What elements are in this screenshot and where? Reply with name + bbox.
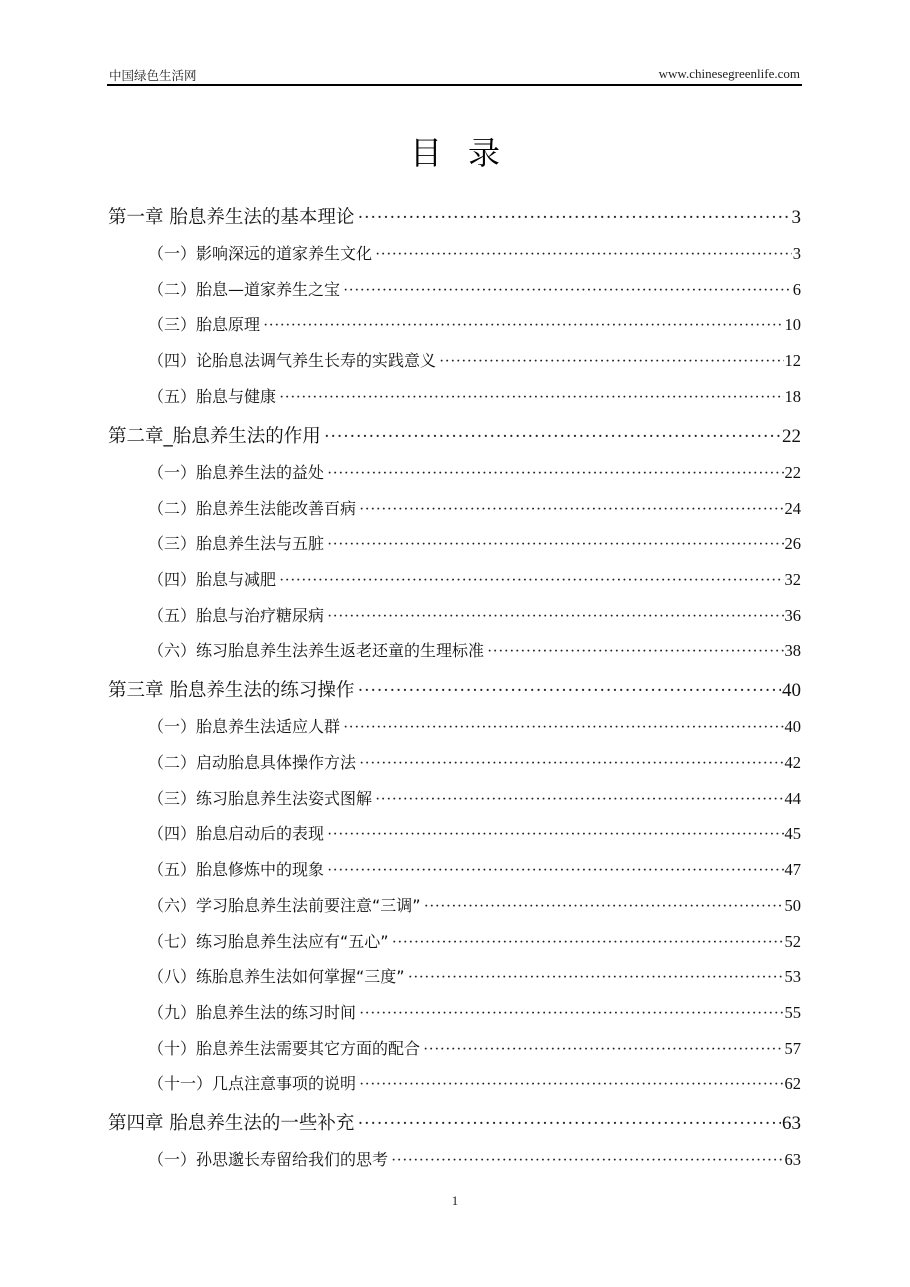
toc-dot-leader: [343, 719, 783, 737]
toc-entry-label: （五）胎息与健康: [148, 386, 277, 406]
toc-chapter-entry[interactable]: [108, 1109, 801, 1135]
toc-section-entry[interactable]: [148, 1147, 801, 1170]
toc-section-entry[interactable]: [148, 496, 801, 519]
toc-section-entry[interactable]: [148, 603, 801, 626]
toc-dot-leader: [279, 389, 783, 407]
toc-entry-page: 24: [784, 498, 801, 518]
toc-dot-leader: [327, 465, 783, 483]
header-site-name: 中国绿色生活网: [109, 68, 197, 83]
toc-entry-page: 22: [784, 462, 801, 482]
toc-entry-label: （二）启动胎息具体操作方法: [148, 753, 357, 772]
toc-dot-leader: [359, 755, 783, 773]
toc-entry-page: 50: [784, 895, 801, 915]
toc-entry-page: 6: [792, 279, 801, 299]
toc-dot-leader: [408, 969, 784, 987]
toc-entry-label: （四）胎息启动后的表现: [148, 824, 325, 844]
toc-entry-label: （六）学习胎息养生法前要注意“三调”: [148, 895, 421, 915]
toc-entry-label: （十）胎息养生法需要其它方面的配合: [148, 1038, 421, 1058]
toc-section-entry[interactable]: [148, 929, 801, 952]
toc-entry-page: 12: [784, 351, 801, 371]
toc-dot-leader: [357, 1114, 781, 1135]
toc-section-entry[interactable]: [148, 821, 801, 844]
toc-section-entry[interactable]: [148, 750, 801, 773]
toc-entry-page: 53: [784, 967, 801, 987]
toc-section-entry[interactable]: [148, 1071, 801, 1094]
toc-section-entry[interactable]: [148, 348, 801, 371]
toc-entry-label: （八）练胎息养生法如何掌握“三度”: [148, 967, 405, 987]
toc-dot-leader: [359, 1005, 783, 1023]
toc-entry-page: 57: [784, 1038, 801, 1058]
toc-dot-leader: [327, 608, 783, 626]
toc-dot-leader: [357, 208, 790, 229]
toc-section-entry[interactable]: [148, 893, 801, 916]
toc-entry-label: 第三章 胎息养生法的练习操作: [108, 680, 355, 702]
toc-entry-page: 42: [784, 753, 801, 772]
toc-entry-page: 10: [784, 315, 801, 335]
toc-dot-leader: [423, 1041, 783, 1059]
toc-entry-page: 38: [784, 641, 801, 661]
toc-entry-label: （六）练习胎息养生法养生返老还童的生理标准: [148, 641, 485, 661]
toc-dot-leader: [343, 282, 792, 300]
toc-entry-label: （二）胎息养生法能改善百病: [148, 498, 357, 518]
toc-dot-leader: [324, 427, 781, 448]
toc-section-entry[interactable]: [148, 714, 801, 737]
toc-entry-page: 63: [782, 1113, 801, 1135]
toc-dot-leader: [375, 246, 792, 264]
toc-entry-label: （三）练习胎息养生法姿式图解: [148, 788, 373, 808]
toc-dot-leader: [327, 826, 783, 844]
toc-chapter-entry[interactable]: [108, 203, 801, 229]
toc-entry-label: （五）胎息与治疗糖尿病: [148, 605, 325, 625]
toc-dot-leader: [263, 317, 783, 335]
toc-entry-page: 62: [784, 1074, 801, 1094]
toc-entry-label: （一）胎息养生法适应人群: [148, 717, 341, 737]
toc-entry-label: 第二章_胎息养生法的作用: [108, 425, 321, 447]
toc-entry-label: （三）胎息养生法与五脏: [148, 534, 325, 554]
toc-dot-leader: [487, 643, 783, 661]
toc-dot-leader: [359, 1076, 783, 1094]
toc-dot-leader: [391, 1152, 783, 1170]
toc-entry-label: （一）胎息养生法的益处: [148, 462, 325, 482]
toc-section-entry[interactable]: [148, 857, 801, 880]
toc-entry-page: 36: [784, 605, 801, 625]
toc-dot-leader: [439, 353, 783, 371]
toc-entry-label: （四）胎息与减肥: [148, 569, 277, 589]
toc-entry-label: （一）影响深远的道家养生文化: [148, 244, 373, 263]
toc-entry-label: （五）胎息修炼中的现象: [148, 860, 325, 880]
toc-section-entry[interactable]: [148, 964, 801, 987]
toc-dot-leader: [327, 536, 783, 554]
toc-section-entry[interactable]: [148, 384, 801, 407]
toc-dot-leader: [327, 862, 783, 880]
page-number: 1: [451, 1193, 459, 1208]
toc-entry-page: 3: [791, 207, 801, 228]
toc-dot-leader: [279, 572, 783, 590]
toc-entry-label: （十一）几点注意事项的说明: [148, 1074, 357, 1094]
toc-entry-page: 40: [784, 717, 801, 737]
toc-section-entry[interactable]: [148, 531, 801, 554]
toc-entry-label: （一）孙思邈长寿留给我们的思考: [148, 1150, 389, 1170]
toc-entry-label: （七）练习胎息养生法应有“五心”: [148, 931, 389, 951]
toc-entry-label: （三）胎息原理: [148, 315, 261, 335]
toc-entry-page: 40: [782, 680, 801, 702]
toc-entry-page: 52: [784, 931, 801, 951]
toc-entry-label: 第一章 胎息养生法的基本理论: [108, 207, 355, 228]
toc-entry-page: 45: [784, 824, 801, 844]
toc-entry-page: 3: [792, 244, 801, 263]
toc-entry-label: 第四章 胎息养生法的一些补充: [108, 1113, 355, 1135]
toc-dot-leader: [375, 791, 783, 809]
toc-section-entry[interactable]: [148, 638, 801, 661]
toc-section-entry[interactable]: [148, 241, 801, 264]
toc-section-entry[interactable]: [148, 786, 801, 809]
toc-entry-page: 32: [784, 569, 801, 589]
toc-section-entry[interactable]: [148, 1000, 801, 1023]
toc-entry-label: （四）论胎息法调气养生长寿的实践意义: [148, 351, 437, 371]
toc-section-entry[interactable]: [148, 460, 801, 483]
toc-chapter-entry[interactable]: [108, 422, 801, 448]
toc-dot-leader: [424, 898, 784, 916]
toc-dot-leader: [392, 934, 784, 952]
toc-chapter-entry[interactable]: [108, 676, 801, 702]
toc-dot-leader: [357, 681, 781, 702]
toc-entry-page: 55: [784, 1002, 801, 1022]
toc-entry-page: 18: [784, 386, 801, 406]
toc-entry-page: 47: [784, 860, 801, 880]
toc-entry-page: 22: [782, 425, 801, 447]
header-site-url: www.chinesegreenlife.com: [658, 66, 800, 81]
toc-section-entry[interactable]: [148, 277, 801, 300]
toc-dot-leader: [359, 501, 783, 519]
toc-entry-page: 44: [784, 788, 801, 808]
toc-entry-page: 63: [784, 1150, 801, 1170]
toc-section-entry[interactable]: [148, 312, 801, 335]
toc-entry-label: （九）胎息养生法的练习时间: [148, 1002, 357, 1022]
toc-entry-label: （二）胎息—道家养生之宝: [148, 279, 341, 299]
toc-title: 目录: [409, 134, 526, 172]
toc-section-entry[interactable]: [148, 1036, 801, 1059]
toc-entry-page: 26: [784, 534, 801, 554]
toc-section-entry[interactable]: [148, 567, 801, 590]
